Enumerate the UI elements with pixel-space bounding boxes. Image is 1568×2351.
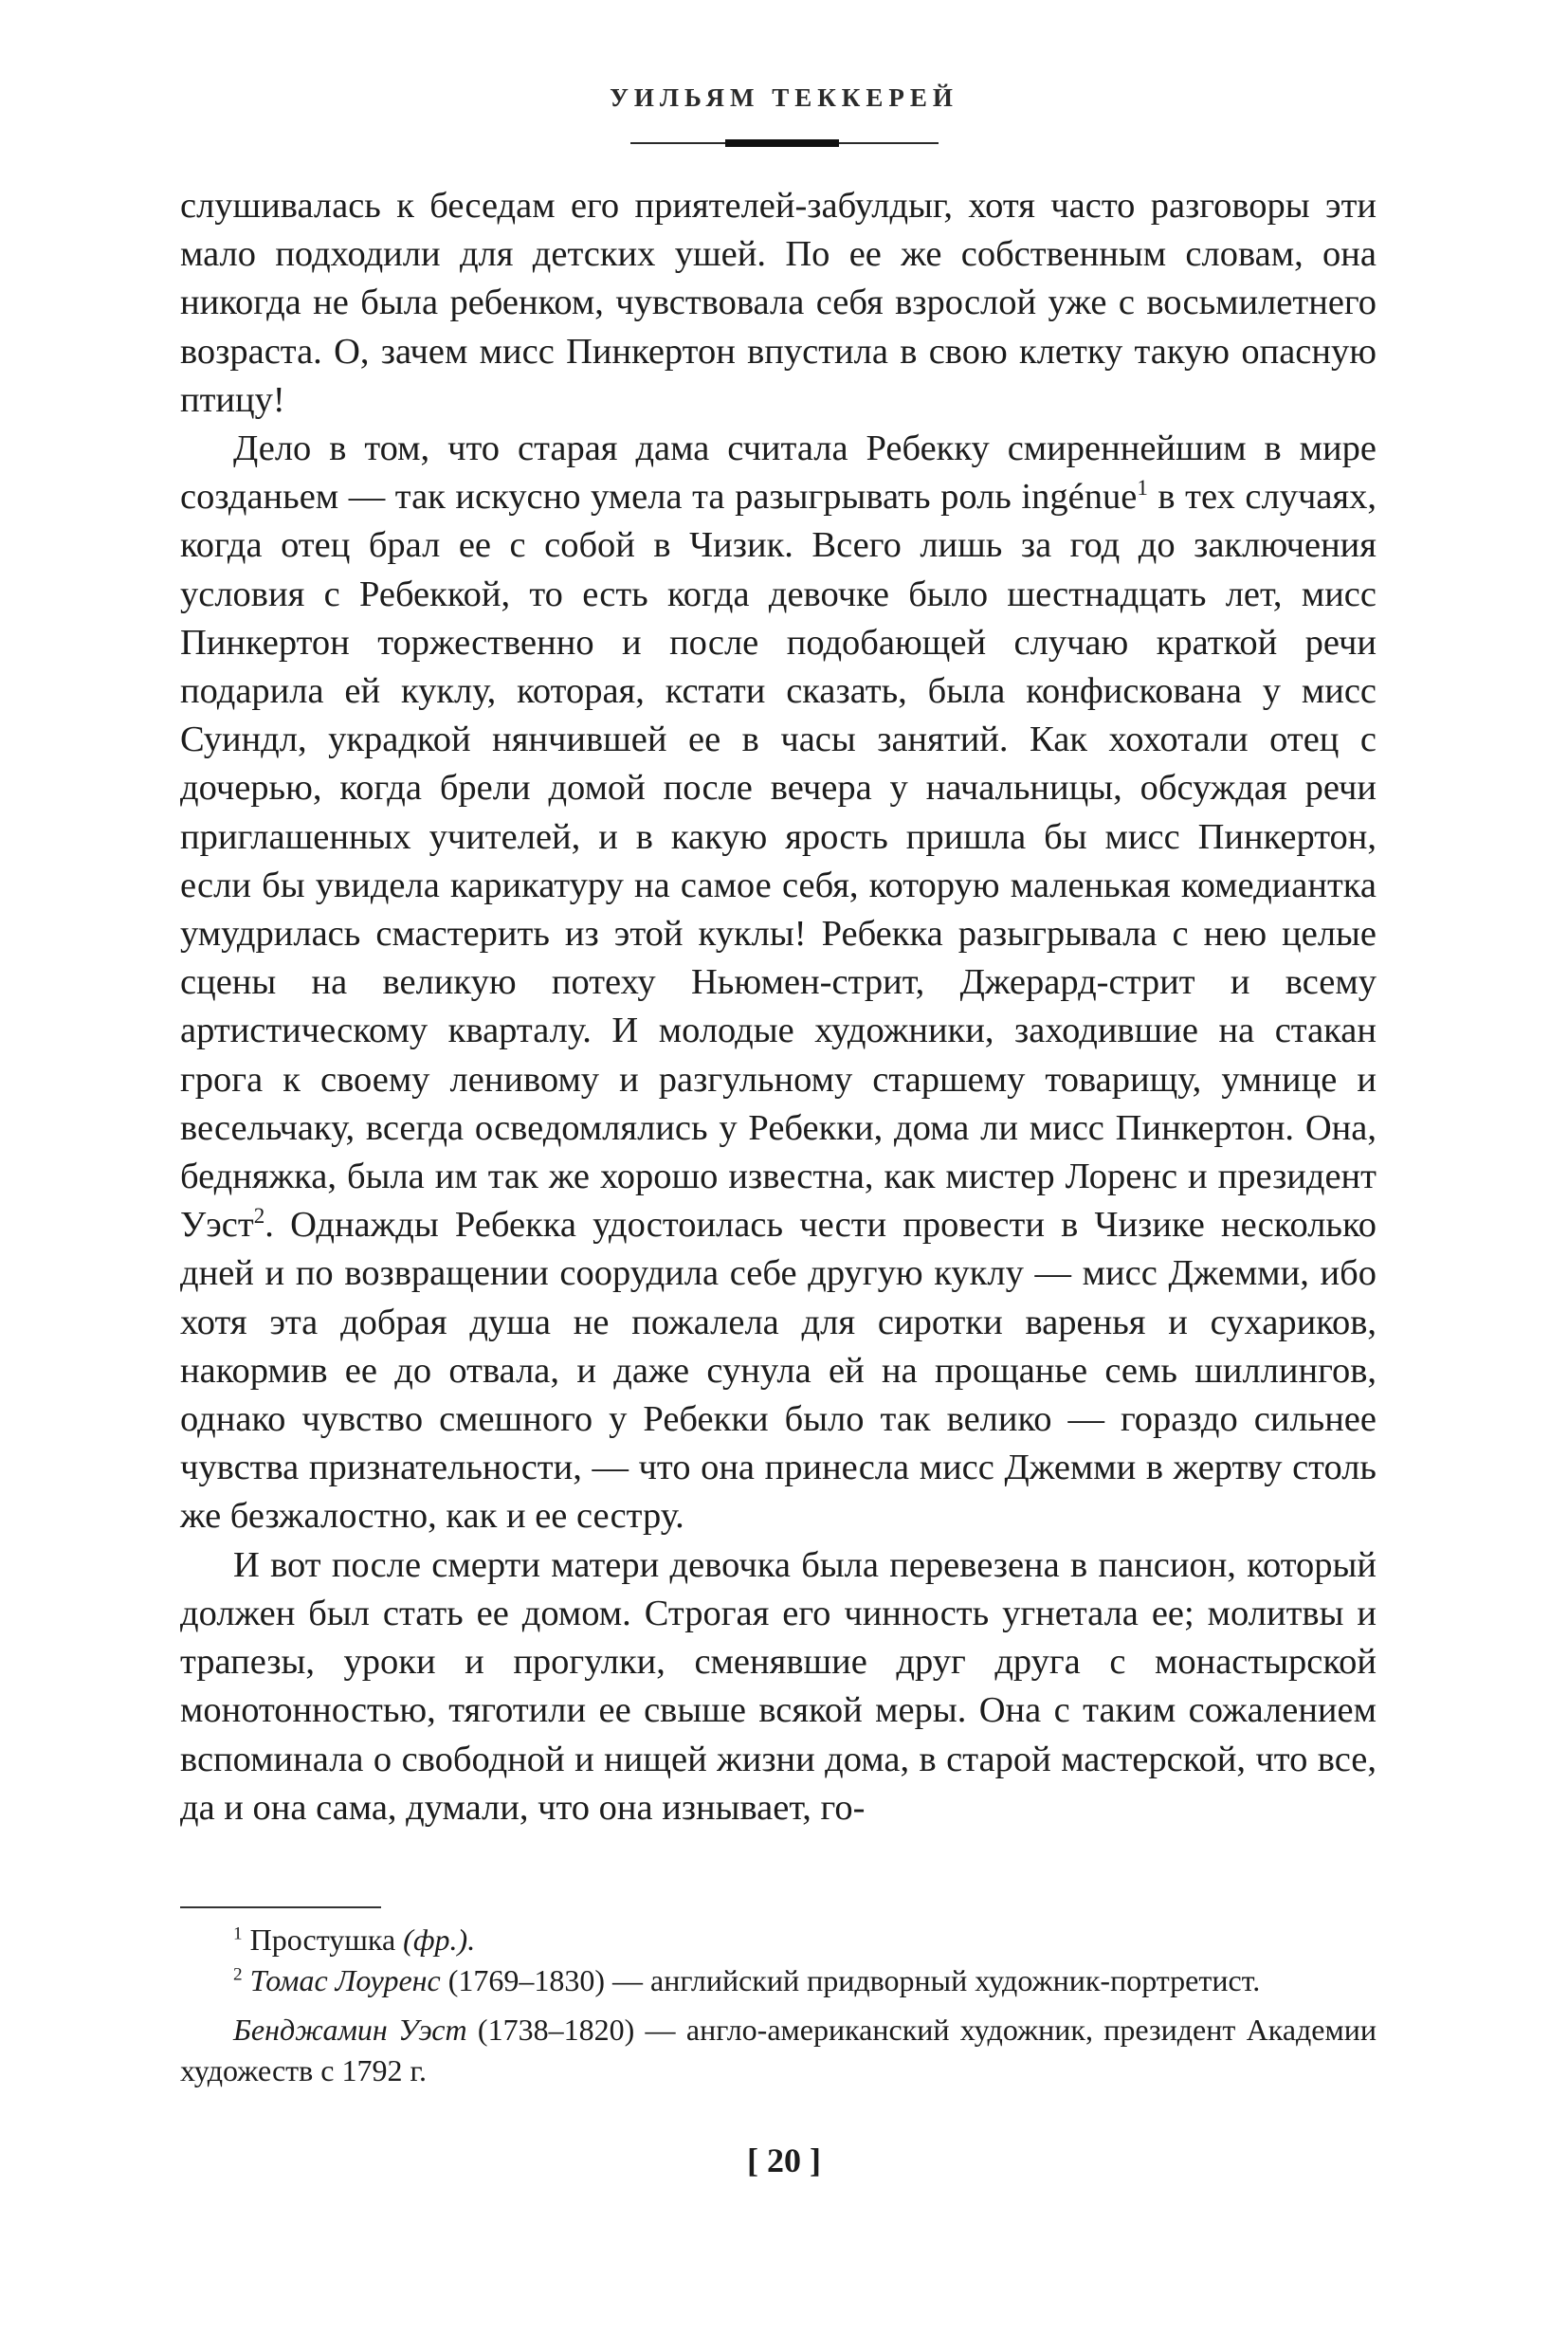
paragraph-2 bbox=[180, 425, 1377, 1541]
footnote-ref-2: 2 bbox=[253, 1203, 265, 1229]
footnote-2-name: Томас Лоуренс bbox=[249, 1963, 441, 1997]
paragraph-1: слушивалась к беседам его приятелей-забулдыг, хотя часто разговоры эти мало подходили для детских ушей. По ее же собственным словам, она никогда не была ребенком, чувствовала себя взрослой уже с восьмилетнего возраста. О, зачем мисс Пинкертон впустила в свою клетку такую опасную птицу! bbox=[180, 186, 1377, 420]
footnote-3 bbox=[180, 2010, 1377, 2091]
footnote-2 bbox=[180, 1960, 1377, 2001]
main-text bbox=[180, 182, 1377, 1832]
footnote-1 bbox=[180, 1920, 1377, 1960]
paragraph-2-part-c: . Однажды Ребекка удостоилась чести провести в Чизике несколько дней и по возвращении соорудила себе другую куклу — мисс Джемми, ибо хотя эта добрая душа не пожалела для сиротки варенья и сухариков, накормив ее до отвала, и даже сунула ей на прощанье семь шиллингов, однако чувство смешного у Ребекки было так велико — гораздо сильнее чувства признательности, — что она принесла мисс Джемми в жертву столь же безжалостно, как и ее сестру. bbox=[180, 1205, 1377, 1537]
running-head-author: УИЛЬЯМ ТЕККЕРЕЙ bbox=[610, 83, 958, 112]
footnote-1-text: Простушка bbox=[242, 1923, 404, 1957]
paragraph-3: И вот после смерти матери девочка была перевезена в пансион, который должен был стать ее домом. Строгая его чинность угнетала ее; молитвы и трапезы, уроки и прогулки, сменявшие друг друга с монастырской монотонностью, тяготили ее свыше всякой меры. Она с таким сожалением вспоминала о свободной и нищей жизни дома, в старой мастерской, что все, да и она сама, думали, что она изнывает, го- bbox=[180, 1544, 1377, 1828]
page-number: [ 20 ] bbox=[747, 2141, 821, 2179]
header-rule-accent bbox=[725, 139, 839, 147]
running-header bbox=[0, 83, 1568, 113]
footnote-2-text: (1769–1830) — английский придворный художник-портретист. bbox=[440, 1963, 1261, 1997]
footnote-2-mark: 2 bbox=[233, 1964, 243, 1985]
footnote-divider bbox=[180, 1906, 381, 1908]
paragraph-2-part-a: Дело в том, что старая дама считала Ребекку смиреннейшим в мире созданьем — так искусно умела та разыгрывать роль ingénue bbox=[180, 428, 1377, 518]
footnotes bbox=[180, 1920, 1377, 2091]
footnote-3-text: (1738–1820) — англо-американский художник, президент Академии художеств с 1792 г. bbox=[180, 2013, 1377, 2087]
paragraph-2-part-b: в тех случаях, когда отец брал ее с собой в Чизик. Всего лишь за год до заключения условия с Ребеккой, то есть когда девочке было шестнадцать лет, мисс Пинкертон торжественно и после подобающей случаю краткой речи подарила ей куклу, которая, кстати сказать, была конфискована у мисс Суиндл, украдкой нянчившей ее в часы занятий. Как хохотали отец с дочерью, когда брели домой после вечера у начальницы, обсуждая речи приглашенных учителей, и в какую ярость пришла бы мисс Пинкертон, если бы увидела карикатуру на самое себя, которую маленькая комедиантка умудрилась смастерить из этой куклы! Ребекка разыгрывала с нею целые сцены на великую потеху Ньюмен-стрит, Джерард-стрит и всему артистическому кварталу. И молодые художники, заходившие на стакан грога к своему ленивому и разгульному старшему товарищу, умнице и весельчаку, всегда осведомлялись у Ребекки, дома ли мисс Пинкертон. Она, бедняжка, была им так же хорошо известна, как мистер Лоренс и президент Уэст bbox=[180, 477, 1377, 1246]
footnote-ref-1: 1 bbox=[1137, 475, 1148, 501]
footnote-1-mark: 1 bbox=[233, 1923, 243, 1944]
footnote-3-name: Бенджамин Уэст bbox=[233, 2013, 467, 2047]
footnote-1-lang: (фр.). bbox=[403, 1923, 476, 1957]
